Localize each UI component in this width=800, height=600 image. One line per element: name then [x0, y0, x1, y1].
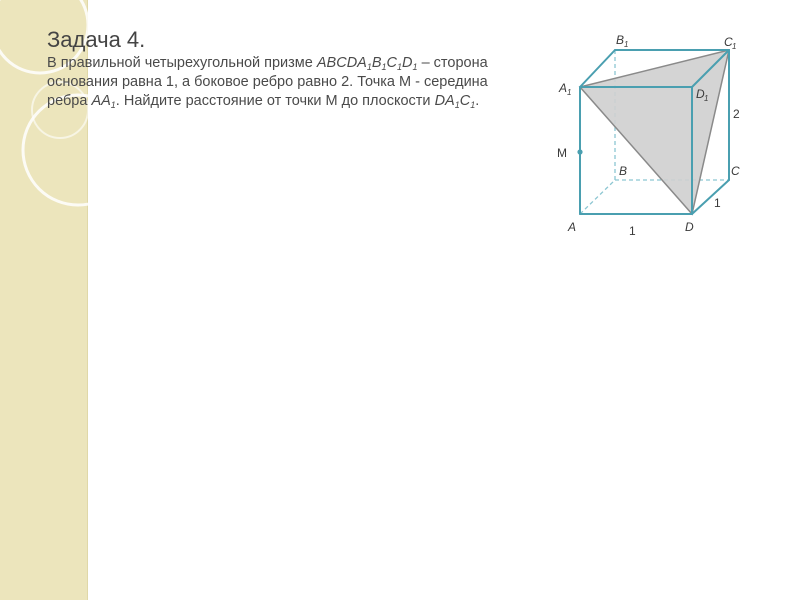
- svg-text:D: D: [696, 87, 705, 101]
- label-D: D: [685, 220, 694, 234]
- slide-title: Задача 4.: [47, 27, 146, 52]
- section-triangle-DA1C1: [580, 50, 729, 214]
- point-M: [577, 149, 582, 154]
- svg-text:A: A: [559, 81, 568, 95]
- svg-text:1: 1: [732, 42, 737, 51]
- label-B: B: [619, 164, 628, 178]
- prism-diagram: [540, 20, 780, 250]
- edge-name: $AA_1$: [91, 93, 116, 110]
- svg-text:1: 1: [624, 40, 629, 49]
- problem-statement: В правильной четырехугольной призме $ABCDA_1B_1C_1D_1$ – сторона основания равна 1, а боковое ребро равно 2. Точка М - середина ребра $AA_1$. Найдите расстояние от точки М до плоскости $DA_1C_1$.: [47, 55, 488, 110]
- label-C: C: [731, 164, 740, 178]
- svg-text:C: C: [724, 35, 733, 49]
- label-A: A: [568, 220, 577, 234]
- prism-name: $ABCDA_1B_1C_1D_1$: [316, 55, 418, 72]
- label-A1: [558, 81, 571, 97]
- label-M: M: [557, 146, 567, 160]
- plane-name: $DA_1C_1$: [434, 93, 476, 110]
- svg-text:1: 1: [704, 94, 709, 103]
- label-B1: [616, 33, 628, 49]
- svg-text:1: 1: [567, 88, 572, 97]
- label-C1: [724, 35, 736, 51]
- edge-AB-hidden: [580, 180, 615, 214]
- edge-label-AD: 1: [629, 224, 636, 238]
- edge-label-DC: 1: [714, 196, 721, 210]
- edge-label-CC1: 2: [733, 107, 740, 121]
- svg-text:B: B: [616, 33, 625, 47]
